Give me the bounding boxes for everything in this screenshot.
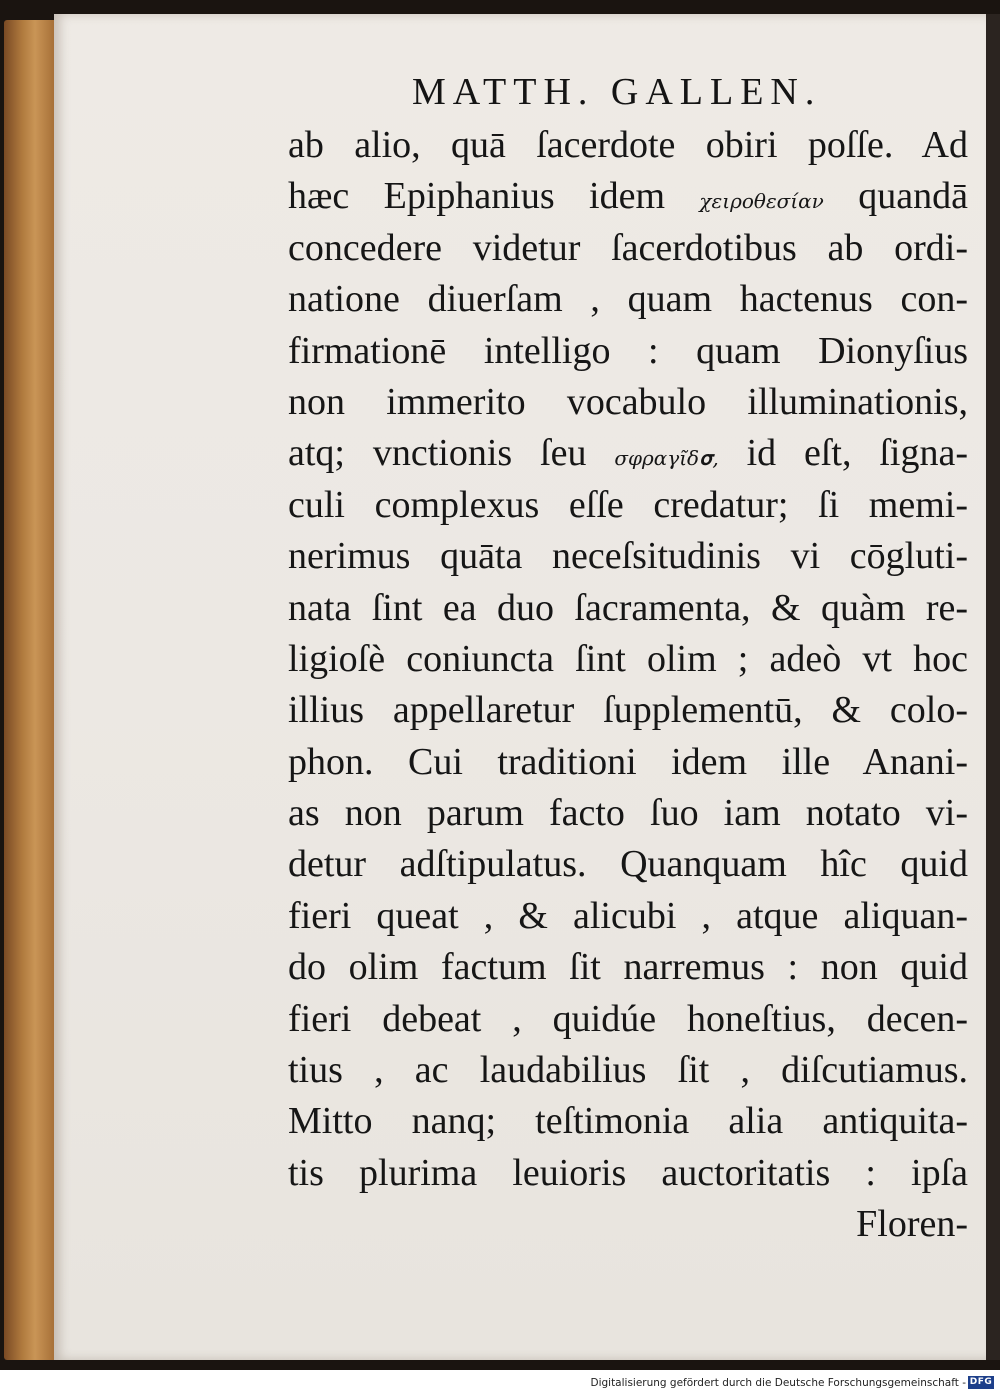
running-head: MATTH. GALLEN. (412, 71, 822, 113)
text-line: hæc Epiphanius idem χειροθεσίαν quandā (288, 175, 968, 218)
dfg-logo: DFG (969, 1377, 993, 1387)
text-line: ab alio, quā ſacerdote obiri poſſe. Ad (288, 124, 968, 166)
text-line: concedere videtur ſacerdotibus ab ordi- (288, 226, 968, 269)
catchword: Floren- (856, 1203, 968, 1246)
text-line: atq; vnctionis ſeu σφραγῖδ𝛔, id eſt, ſigna- (288, 432, 968, 475)
text-line: fieri queat , & alicubi , atque aliquan- (288, 894, 968, 937)
greek-word: χειροθεσίαν (699, 189, 824, 214)
text-line: nerimus quāta neceſsitudinis vi cōgluti- (288, 535, 968, 578)
text-line: detur adſtipulatus. Quanquam hîc quid (288, 843, 968, 886)
text-line: fieri debeat , quidúe honeſtius, decen- (288, 997, 968, 1040)
text-line: nata ſint ea duo ſacramenta, & quàm re- (288, 586, 968, 629)
text-line: illius appellaretur ſupplementū, & colo- (288, 689, 968, 732)
text-line: natione diuerſam , quam hactenus con- (288, 278, 968, 321)
book-page-edges (4, 20, 56, 1360)
text-line: ligioſè coniuncta ſint olim ; adeò vt hoc (288, 637, 968, 680)
text-line: culi complexus eſſe credatur; ſi memi- (288, 483, 968, 526)
body-text (288, 120, 968, 1251)
text-line: tius , ac laudabilius ſit , diſcutiamus. (288, 1049, 968, 1092)
text-line: firmationē intelligo : quam Dionyſius (288, 329, 968, 372)
footer-credit: Digitalisierung gefördert durch die Deutsche Forschungsgemeinschaft - (590, 1377, 966, 1389)
text-line: Mitto nanq; teſtimonia alia antiquita- (288, 1100, 968, 1143)
text-line: non immerito vocabulo illuminationis, (288, 380, 968, 423)
text-line: phon. Cui traditioni idem ille Anani- (288, 740, 968, 783)
text-line: tis plurima leuioris auctoritatis : ipſa (288, 1151, 968, 1194)
text-line: do olim factum ſit narremus : non quid (288, 946, 968, 989)
greek-word: σφραγῖδ𝛔, (614, 446, 719, 471)
text-line: as non parum facto ſuo iam notato vi- (288, 792, 968, 835)
book-gutter-shadow (986, 14, 1000, 1360)
